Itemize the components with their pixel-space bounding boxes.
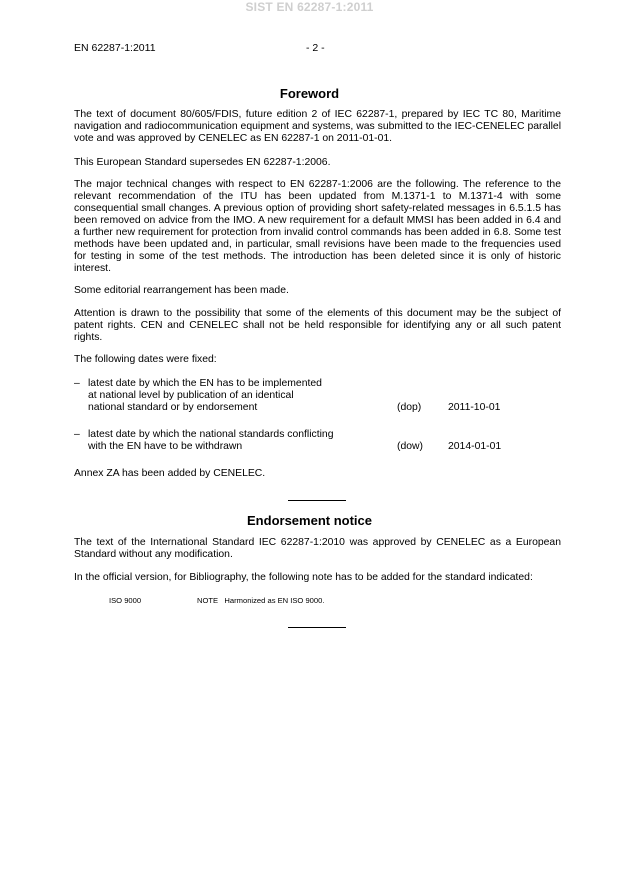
- date-item-line: at national level by publication of an identical: [88, 390, 294, 401]
- foreword-title: Foreword: [279, 86, 340, 101]
- endorsement-title: Endorsement notice: [247, 513, 372, 528]
- note-standard: ISO 9000: [109, 596, 142, 605]
- foreword-paragraph-7: Annex ZA has been added by CENELEC.: [74, 468, 266, 479]
- header-page-number: - 2 -: [306, 42, 325, 54]
- note-text: NOTE Harmonized as EN ISO 9000.: [197, 596, 325, 605]
- header-doc-id: EN 62287-1:2011: [74, 42, 156, 54]
- date-item-line: with the EN have to be withdrawn: [88, 441, 243, 452]
- section-divider: [288, 500, 346, 501]
- date-item-date: 2014-01-01: [448, 441, 502, 452]
- foreword-paragraph-6: The following dates were fixed:: [74, 354, 217, 365]
- section-divider-end: [288, 627, 346, 628]
- date-item-date: 2011-10-01: [448, 402, 501, 413]
- date-item-line: national standard or by endorsement: [88, 402, 258, 413]
- foreword-paragraph-3: The major technical changes with respect to EN 62287-1:2006 are the following. The reference to the relevant recommendation of the ITU has been updated from M.1371-1 to M.1371-4 with some consequential small changes. A previous option of providing short safety-related messages in 6.5.1.5 has been removed on advice from the IMO. A new requirement for a default MMSI has been added in 6.4 and a further new requirement for protection from invalid control commands has been added in 6.8. Some test methods have been updated and, in particular, small revisions have been made to the frequencies used for testing in some of the test methods. The introduction has been deleted since it is only of historic interest.: [74, 179, 561, 274]
- date-item-bullet: –: [74, 429, 80, 440]
- endorsement-paragraph-1: The text of the International Standard IEC 62287-1:2010 was approved by CENELEC as a European Standard without any modification.: [74, 537, 561, 560]
- foreword-paragraph-5: Attention is drawn to the possibility that some of the elements of this document may be the subject of patent rights. CEN and CENELEC shall not be held responsible for identifying any or all such patent rights.: [74, 308, 561, 343]
- endorsement-paragraph-2: In the official version, for Bibliography, the following note has to be added for the standard indicated:: [74, 572, 533, 583]
- watermark: SIST EN 62287-1:2011: [245, 0, 374, 14]
- date-item-code: (dow): [397, 441, 423, 452]
- foreword-paragraph-1: The text of document 80/605/FDIS, future edition 2 of IEC 62287-1, prepared by IEC TC 80, Maritime navigation and radiocommunication equipment and systems, was submitted to the IEC-CENELEC parallel vote and was approved by CENELEC as EN 62287-1 on 2011-01-01.: [74, 109, 561, 144]
- date-item-line: latest date by which the national standards conflicting: [88, 429, 334, 440]
- foreword-paragraph-2: This European Standard supersedes EN 62287-1:2006.: [74, 157, 331, 168]
- foreword-paragraph-4: Some editorial rearrangement has been made.: [74, 285, 289, 296]
- date-item-code: (dop): [397, 402, 422, 413]
- date-item-bullet: –: [74, 378, 80, 389]
- date-item-line: latest date by which the EN has to be implemented: [88, 378, 322, 389]
